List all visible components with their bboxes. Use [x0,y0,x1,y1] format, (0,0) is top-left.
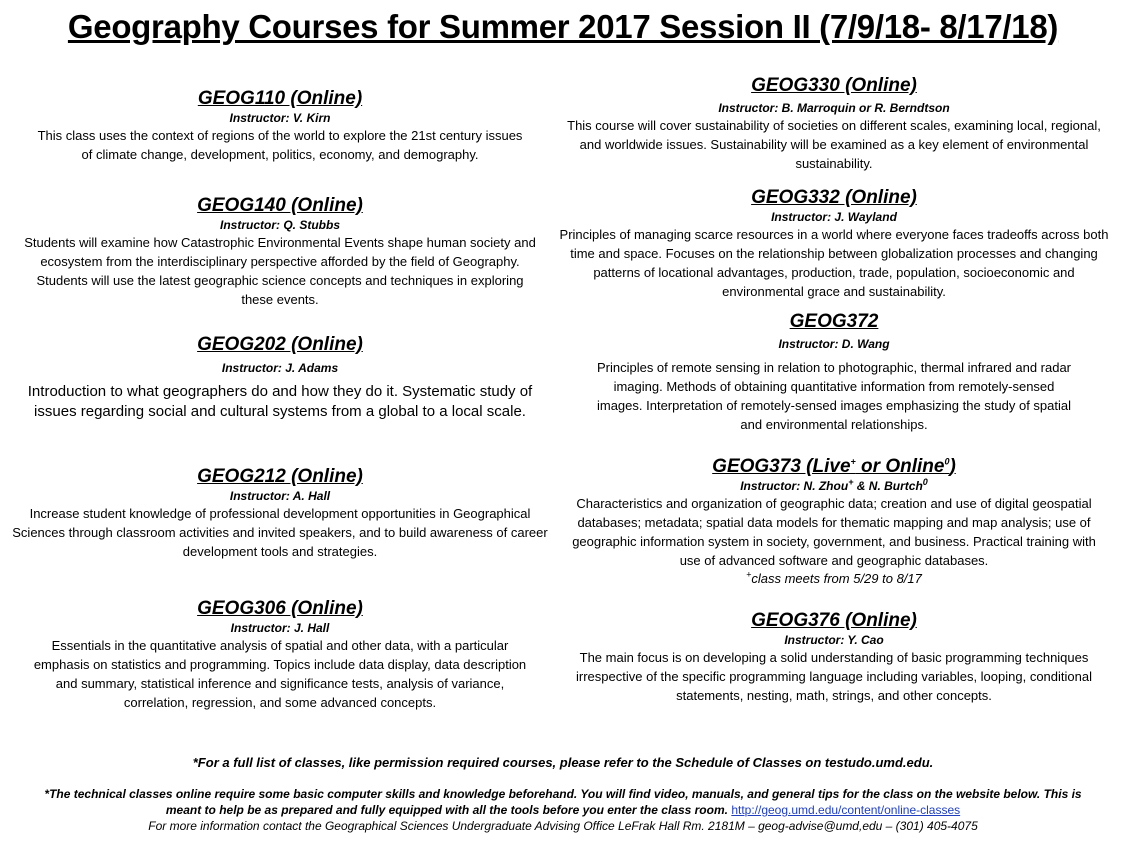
course-code: GEOG332 (Online) [751,187,917,208]
live-marker: + [746,569,752,580]
course-geog212 [6,466,554,561]
course-geog372 [552,311,1116,434]
live-marker: + [850,456,856,467]
technical-note: meant to help be as prepared and fully equipped with all the tools before you enter the class room. [165,803,728,817]
course-description: This class uses the context of regions of the world to explore the 21st century issues of climate change, development, politics, economy, and demography. [37,128,523,162]
course-code: GEOG330 (Online) [751,75,917,96]
course-code: GEOG372 [789,311,879,332]
footer-technical-2 [0,802,1126,819]
course-code: GEOG376 (Online) [751,610,917,631]
course-instructor: Instructor: J. Wayland [771,210,897,224]
online-marker: 0 [944,456,950,467]
course-instructor: Instructor: V. Kirn [229,111,331,125]
course-geog330 [552,75,1116,173]
course-code: GEOG202 (Online) [197,334,363,355]
course-code: GEOG110 (Online) [197,88,363,109]
course-instructor: Instructor: J. Adams [221,361,339,375]
course-code: GEOG212 (Online) [197,466,363,487]
course-description: Introduction to what geographers do and how they do it. Systematic study of issues regarding social and cultural systems from a global to a local scale. [27,383,533,420]
course-instructor: Instructor: D. Wang [778,337,890,351]
course-code [552,456,1116,478]
course-geog110 [6,88,554,164]
course-geog202 [6,334,554,422]
course-description: Principles of managing scarce resources in a world where everyone faces tradeoffs across both time and space. Focuses on the relationship between globalization processes and changing patterns of locational advantages, production, trade, population, socioeconomic and environmental grace and sustainability. [559,227,1109,299]
course-geog332 [552,187,1116,301]
course-geog373 [552,456,1116,588]
course-description: Increase student knowledge of professional development opportunities in Geographical Sciences through classroom activities and invited speakers, and to build awareness of career development tools and strategies. [12,506,548,559]
course-instructor: Instructor: J. Hall [230,621,330,635]
footer-contact: For more information contact the Geographical Sciences Undergraduate Advising Office LeFrak Hall Rm. 2181M – geog-advise@umd,edu – (301) 405-4075 [148,819,978,833]
course-geog376 [552,610,1116,705]
course-description: Students will examine how Catastrophic Environmental Events shape human society and ecosystem from the interdisciplinary perspective afforded by the field of Geography. Students will use the latest geographic science concepts and techniques in exploring these events. [24,235,536,307]
course-instructor: Instructor: A. Hall [229,489,331,503]
course-note [552,570,1116,588]
course-geog306 [6,598,554,712]
course-code: GEOG140 (Online) [197,195,363,216]
course-description: Principles of remote sensing in relation to photographic, thermal infrared and radar imaging. Methods of obtaining quantitative information from remotely-sensed images. Interpretation of remotely-sensed images emphasizing the study of spatial and environmental relationships. [596,360,1072,432]
course-geog140 [6,195,554,309]
course-description: This course will cover sustainability of societies on different scales, examining local, regional, and worldwide issues. Sustainability will be examined as a key element of environmental sustainability. [567,118,1101,171]
live-marker: + [848,477,854,487]
course-code: GEOG306 (Online) [197,598,363,619]
course-instructor [552,478,1116,494]
page-title: Geography Courses for Summer 2017 Session II (7/9/18- 8/17/18) [67,8,1059,45]
online-marker: 0 [922,477,928,487]
note-text: class meets from 5/29 to 8/17 [751,571,922,586]
online-classes-link[interactable]: http://geog.umd.edu/content/online-classes [731,803,961,817]
course-description: Characteristics and organization of geographic data; creation and use of digital geospatial databases; metadata; spatial data models for thematic mapping and map analysis; use of geographic information system in society, government, and business. Practical training with use of advanced software and geographic databases. [572,496,1096,568]
code-main: GEOG373 (Live [712,456,851,477]
course-instructor: Instructor: B. Marroquin or R. Berndtson [718,101,950,115]
code-mid: or Online [855,456,945,477]
course-description: The main focus is on developing a solid understanding of basic programming techniques irrespective of the specific programming language including variables, looping, conditional statements, nesting, math, strings, and other concepts. [576,650,1092,703]
course-instructor: Instructor: Y. Cao [784,633,884,647]
course-description: Essentials in the quantitative analysis of spatial and other data, with a particular emphasis on statistics and programming. Topics include data display, data description and summary, statistical inference and significance tests, analysis of variance, correlation, regression, and some advanced concepts. [33,638,527,710]
footer-full-list: *For a full list of classes, like permission required courses, please refer to the Schedule of Classes on testudo.umd.edu. [192,755,934,770]
instructor-main: Instructor: N. Zhou [740,479,849,493]
code-end: ) [949,456,956,477]
course-instructor: Instructor: Q. Stubbs [220,218,340,232]
instructor-mid: & N. Burtch [853,479,923,493]
footer-technical-1: *The technical classes online require some basic computer skills and knowledge beforehand. You will find video, manuals, and general tips for the class on the website below. This is [44,787,1082,801]
